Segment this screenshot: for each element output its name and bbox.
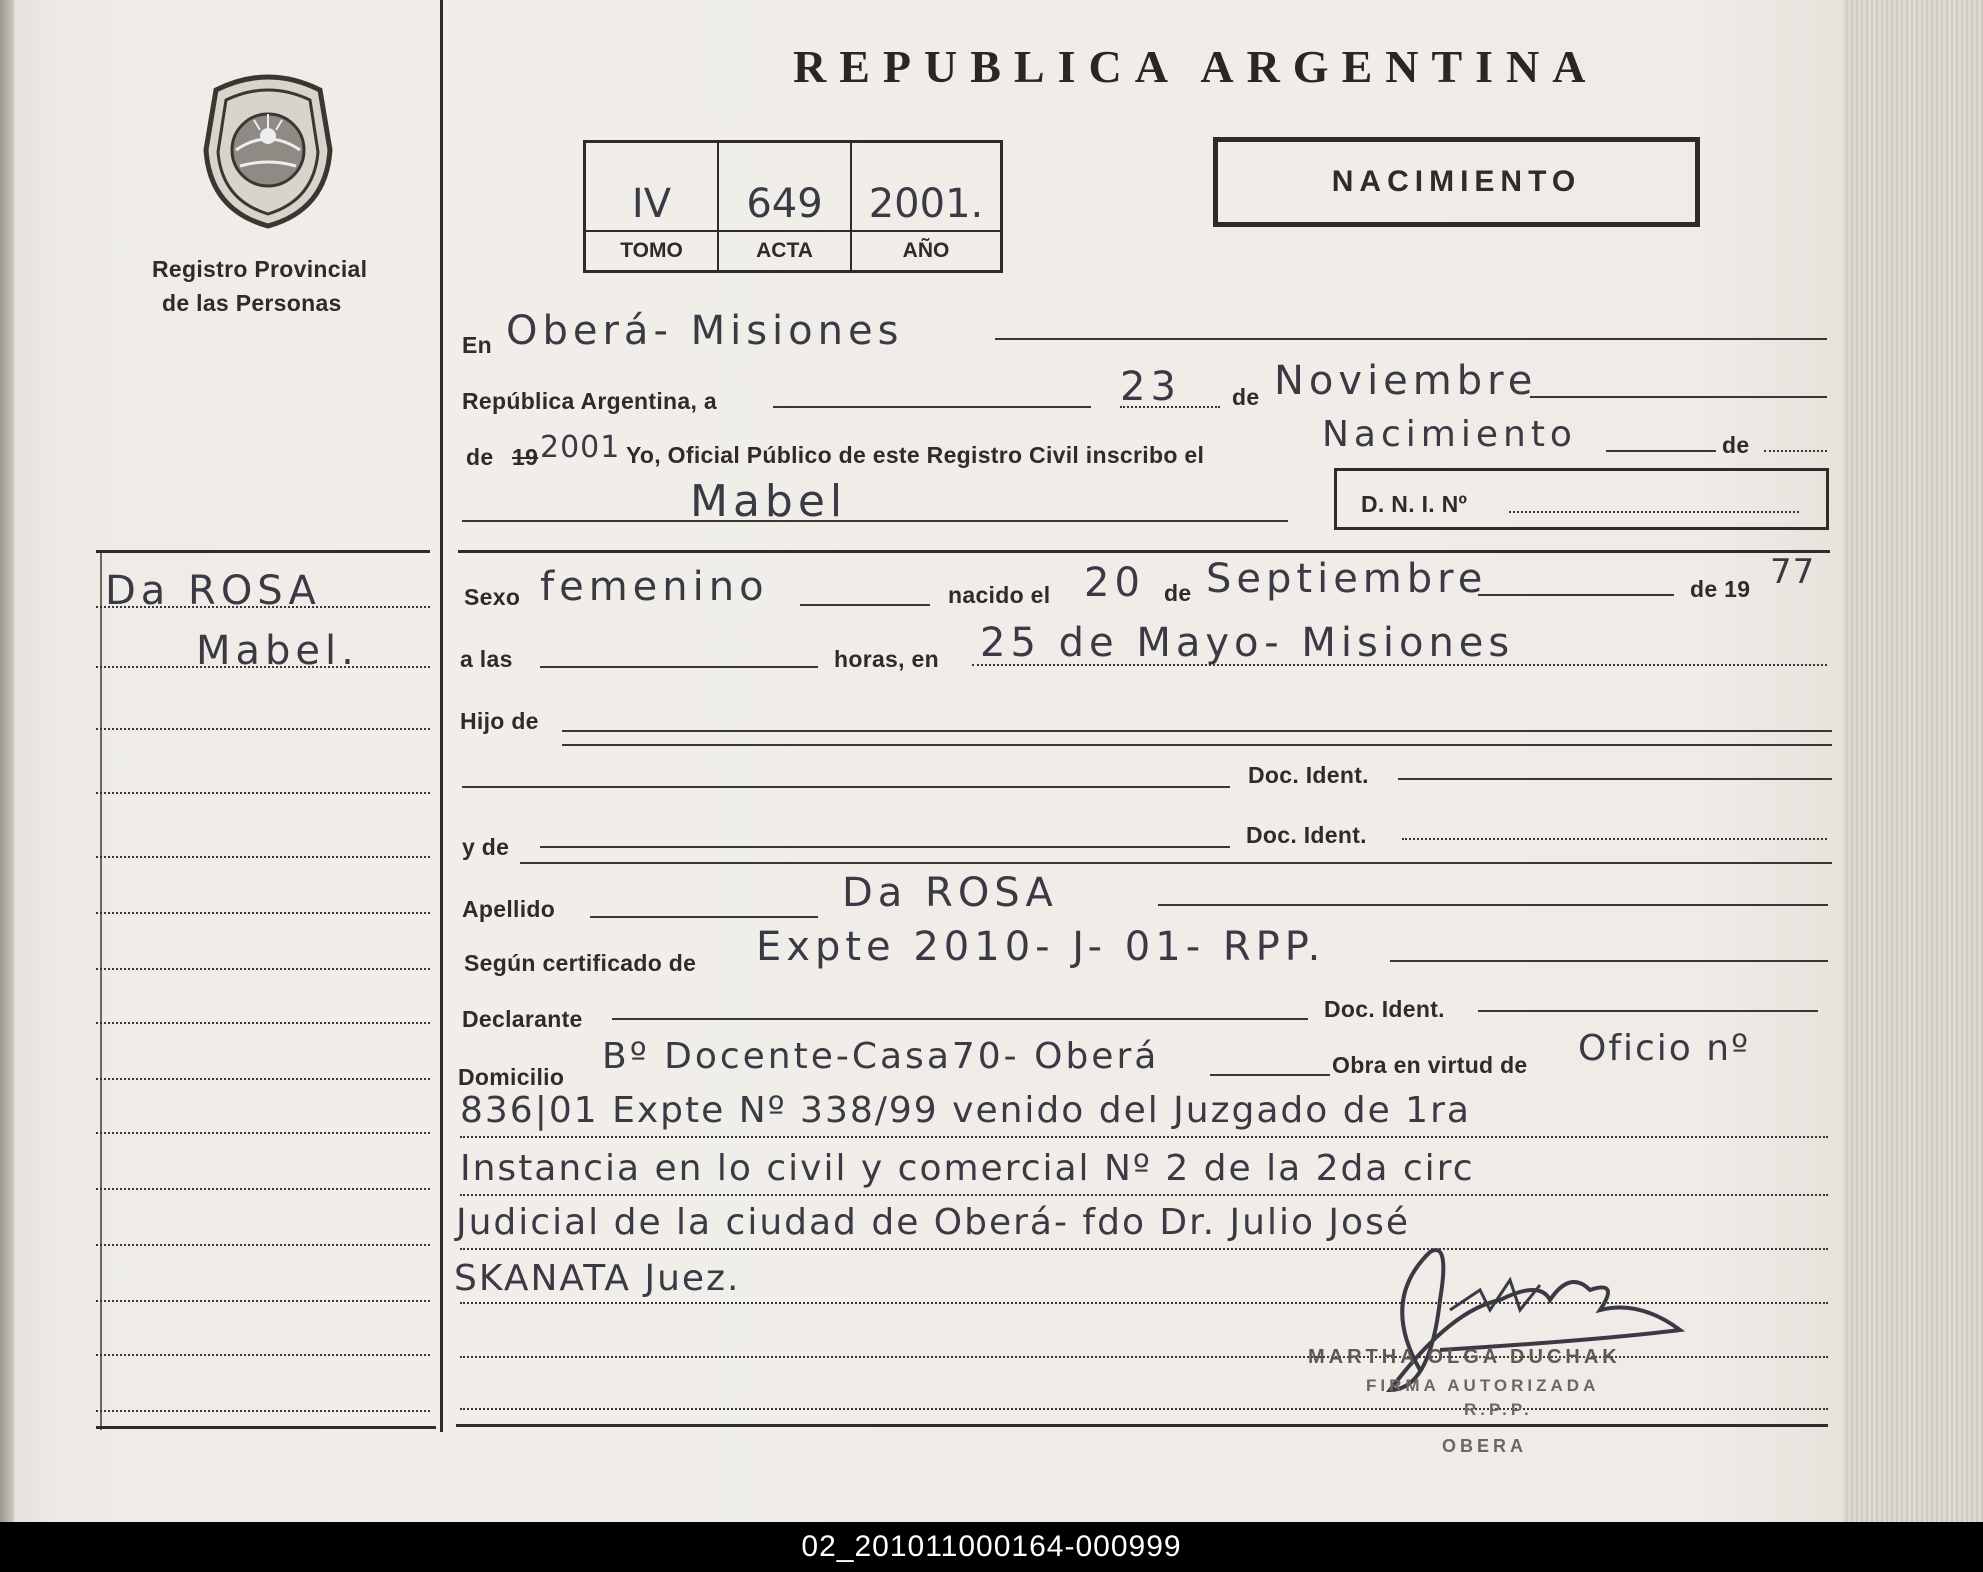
line <box>562 744 1832 746</box>
line <box>460 1136 1828 1138</box>
line <box>1530 396 1827 398</box>
registration-day: 23 <box>1120 364 1181 410</box>
file-id: 02_201011000164-000999 <box>801 1530 1182 1563</box>
birth-de-label: de <box>1164 580 1192 606</box>
hijo-de-label: Hijo de <box>460 708 539 734</box>
observation-line-1: 836|01 Expte Nº 338/99 venido del Juzgado de 1ra <box>460 1090 1471 1131</box>
doc-ident-label-1: Doc. Ident. <box>1248 762 1369 788</box>
line <box>1764 450 1827 452</box>
observation-line-2: Instancia en lo civil y comercial Nº 2 de la 2da circ <box>460 1148 1475 1189</box>
en-label: En <box>462 332 492 358</box>
a-las-label: a las <box>460 646 513 672</box>
margin-line <box>96 1354 430 1356</box>
line <box>1478 594 1674 596</box>
margin-line <box>96 792 430 794</box>
observation-line-3: Judicial de la ciudad de Oberá- fdo Dr. Julio José <box>456 1202 1410 1243</box>
file-id-bar <box>0 1522 1983 1572</box>
ano-label: AÑO <box>852 230 1000 270</box>
margin-header-line <box>96 550 430 553</box>
tomo-value: IV <box>631 181 672 227</box>
document-title: REPUBLICA ARGENTINA <box>793 41 1599 92</box>
registration-month: Noviembre <box>1274 358 1538 404</box>
y-de-label: y de <box>462 834 510 860</box>
birth-place: 25 de Mayo- Misiones <box>980 620 1515 666</box>
doc-ident-label-2: Doc. Ident. <box>1246 822 1367 848</box>
certificate-reference: Expte 2010- J- 01- RPP. <box>756 924 1326 970</box>
year-prefix-struck: 19 <box>512 444 539 470</box>
stamp-role: FIRMA AUTORIZADA <box>1366 1376 1600 1395</box>
segun-certificado-label: Según certificado de <box>464 950 697 976</box>
line <box>995 338 1827 340</box>
document-type: NACIMIENTO <box>1331 165 1582 198</box>
de-year-label: de <box>466 444 494 470</box>
provincial-seal-icon <box>196 70 340 230</box>
place-of-registration: Oberá- Misiones <box>506 308 904 354</box>
birth-day: 20 <box>1084 560 1145 606</box>
line <box>462 520 1288 522</box>
line <box>1606 450 1716 452</box>
margin-line <box>96 1410 430 1412</box>
line <box>462 786 1230 788</box>
margin-border <box>100 550 102 1430</box>
address-value: Bº Docente-Casa70- Oberá <box>602 1036 1160 1077</box>
margin-line <box>96 1188 430 1190</box>
acta-label: ACTA <box>719 230 850 270</box>
sexo-label: Sexo <box>464 584 521 610</box>
stamp-name: MARTHA OLGA DUCHAK <box>1308 1346 1621 1368</box>
line <box>520 862 1832 864</box>
stamp-office: OBERA <box>1442 1436 1528 1456</box>
dni-label: D. N. I. Nº <box>1361 491 1468 517</box>
registry-name-line1: Registro Provincial <box>152 256 368 282</box>
column-divider <box>440 0 443 1432</box>
margin-line <box>96 1132 430 1134</box>
horas-en-label: horas, en <box>834 646 939 672</box>
margin-line <box>96 728 430 730</box>
apellido-label: Apellido <box>462 896 556 922</box>
margin-footer-line <box>96 1426 436 1429</box>
de19-label: de 19 <box>1690 576 1751 602</box>
line <box>1210 1074 1330 1076</box>
declarante-label: Declarante <box>462 1006 583 1032</box>
registration-year: 2001 <box>540 430 621 465</box>
line <box>1390 960 1828 962</box>
declarant-field <box>612 1018 1308 1020</box>
mother-field <box>540 846 1230 848</box>
doc-ident-label-3: Doc. Ident. <box>1324 996 1445 1022</box>
margin-line <box>96 1078 430 1080</box>
authority-reference: Oficio nº <box>1578 1028 1751 1069</box>
book-spine <box>0 0 14 1522</box>
republica-label: República Argentina, a <box>462 388 717 414</box>
margin-line <box>96 968 430 970</box>
birth-month: Septiembre <box>1206 556 1488 602</box>
acta-cell <box>719 143 852 270</box>
birth-year: 77 <box>1770 552 1816 592</box>
margin-line <box>96 912 430 914</box>
section-divider <box>458 550 1830 553</box>
margin-surname: Da ROSA <box>105 568 321 614</box>
de-label: de <box>1232 384 1260 410</box>
declarant-doc-field <box>1478 1010 1818 1012</box>
margin-line <box>96 1300 430 1302</box>
record-number-table <box>583 140 1003 273</box>
obra-en-virtud-label: Obra en virtud de <box>1332 1052 1528 1078</box>
line <box>590 916 818 918</box>
father-doc-field <box>1398 778 1832 780</box>
observation-line-4: SKANATA Juez. <box>454 1258 741 1299</box>
father-field <box>562 730 1832 732</box>
stamp-org: R.P.P. <box>1464 1400 1533 1419</box>
line <box>1158 904 1828 906</box>
margin-line <box>96 856 430 858</box>
person-name: Mabel <box>690 476 848 527</box>
document-type-box <box>1213 137 1700 227</box>
birth-time-field <box>540 666 818 668</box>
mother-doc-field <box>1402 838 1827 840</box>
yo-oficial-label: Yo, Oficial Público de este Registro Civil inscribo el <box>626 442 1205 468</box>
tomo-cell <box>586 143 719 270</box>
dni-box <box>1334 468 1829 530</box>
acta-value: 649 <box>746 181 823 227</box>
margin-line <box>96 1022 430 1024</box>
domicilio-label: Domicilio <box>458 1064 565 1090</box>
registry-name-line2: de las Personas <box>162 290 342 316</box>
line <box>800 604 930 606</box>
tomo-label: TOMO <box>586 230 717 270</box>
line <box>972 664 1827 666</box>
line <box>773 406 1091 408</box>
ano-value: 2001. <box>868 181 984 227</box>
dni-field <box>1509 511 1799 513</box>
margin-given-name: Mabel. <box>196 628 359 674</box>
surname-value: Da ROSA <box>842 870 1058 916</box>
line <box>460 1194 1828 1196</box>
nacido-label: nacido el <box>948 582 1051 608</box>
line <box>1120 406 1220 408</box>
margin-line <box>96 1244 430 1246</box>
page-stack-edge <box>1843 0 1983 1522</box>
act-type: Nacimiento <box>1322 414 1577 455</box>
ano-cell <box>852 143 1000 270</box>
de-label-2: de <box>1722 432 1750 458</box>
sex-value: femenino <box>540 564 769 610</box>
